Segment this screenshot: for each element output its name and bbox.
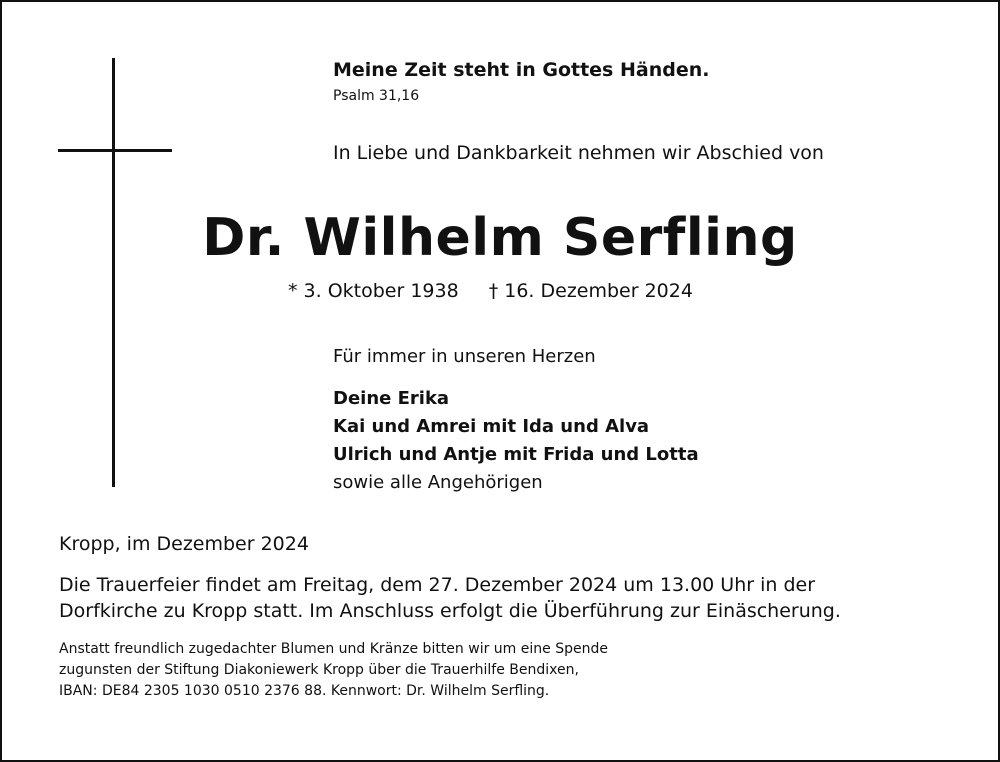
- deceased-name: Dr. Wilhelm Serfling: [202, 208, 798, 268]
- intro-line: In Liebe und Dankbarkeit nehmen wir Abschied von: [333, 142, 824, 164]
- motto: Meine Zeit steht in Gottes Händen.: [333, 59, 710, 81]
- death-date: † 16. Dezember 2024: [488, 280, 693, 302]
- life-dates: [288, 282, 693, 301]
- donation-info: [59, 639, 608, 702]
- psalm-reference: Psalm 31,16: [333, 88, 420, 104]
- place-date: Kropp, im Dezember 2024: [59, 533, 309, 555]
- family-member: Kai und Amrei mit Ida und Alva: [333, 416, 650, 437]
- heart-line: Für immer in unseren Herzen: [333, 346, 596, 367]
- family-member: Ulrich und Antje mit Frida und Lotta: [333, 444, 699, 465]
- ceremony-line: Die Trauerfeier findet am Freitag, dem 27. Dezember 2024 um 13.00 Uhr in der: [59, 574, 816, 596]
- family-member: Deine Erika: [333, 388, 450, 409]
- birth-date: * 3. Oktober 1938: [288, 280, 459, 302]
- donation-line: zugunsten der Stiftung Diakoniewerk Kropp über die Trauerhilfe Bendixen,: [59, 662, 579, 678]
- donation-line: Anstatt freundlich zugedachter Blumen und Kränze bitten wir um eine Spende: [59, 641, 608, 657]
- cross-horizontal-bar: [58, 149, 172, 152]
- family-member: sowie alle Angehörigen: [333, 472, 543, 493]
- family-list: [333, 385, 699, 497]
- donation-line: IBAN: DE84 2305 1030 0510 2376 88. Kennwort: Dr. Wilhelm Serfling.: [59, 683, 550, 699]
- ceremony-info: [59, 572, 841, 624]
- cross-vertical-bar: [112, 58, 115, 487]
- ceremony-line: Dorfkirche zu Kropp statt. Im Anschluss erfolgt die Überführung zur Einäscherung.: [59, 600, 841, 622]
